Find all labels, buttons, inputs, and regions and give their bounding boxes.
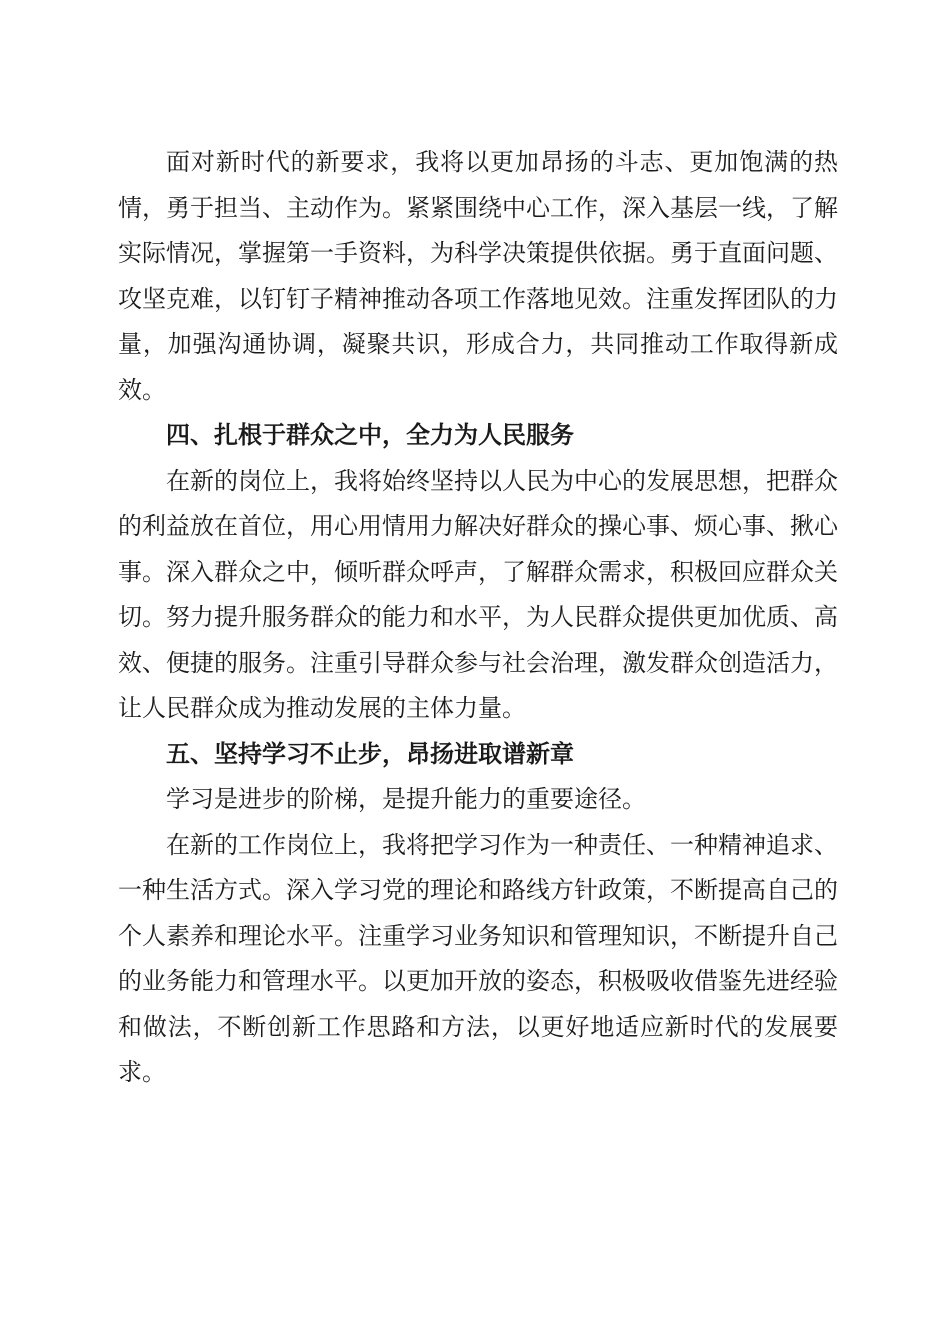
document-page (118, 140, 838, 1096)
paragraph-serve-people: 在新的岗位上，我将始终坚持以人民为中心的发展思想，把群众的利益放在首位，用心用情用力解决好群众的操心事、烦心事、揪心事。深入群众之中，倾听群众呼声，了解群众需求，积极回应群众关切。努力提升服务群众的能力和水平，为人民群众提供更加优质、高效、便捷的服务。注重引导群众参与社会治理，激发群众创造活力，让人民群众成为推动发展的主体力量。 (118, 466, 838, 722)
paragraph-learning-body: 在新的工作岗位上，我将把学习作为一种责任、一种精神追求、一种生活方式。深入学习党的理论和路线方针政策，不断提高自己的个人素养和理论水平。注重学习业务知识和管理知识，不断提升自己的业务能力和管理水平。以更加开放的姿态，积极吸收借鉴先进经验和做法，不断创新工作思路和方法，以更好地适应新时代的发展要求。 (118, 830, 838, 1086)
section-heading-5: 五、坚持学习不止步，昂扬进取谱新章 (166, 739, 574, 768)
section-heading-4: 四、扎根于群众之中，全力为人民服务 (166, 421, 574, 449)
paragraph-intro: 面对新时代的新要求，我将以更加昂扬的斗志、更加饱满的热情，勇于担当、主动作为。紧紧围绕中心工作，深入基层一线，了解实际情况，掌握第一手资料，为科学决策提供依据。勇于直面问题、攻坚克难，以钉钉子精神推动各项工作落地见效。注重发挥团队的力量，加强沟通协调，凝聚共识，形成合力，共同推动工作取得新成效。 (118, 148, 838, 404)
paragraph-learning-intro: 学习是进步的阶梯，是提升能力的重要途径。 (166, 785, 646, 813)
